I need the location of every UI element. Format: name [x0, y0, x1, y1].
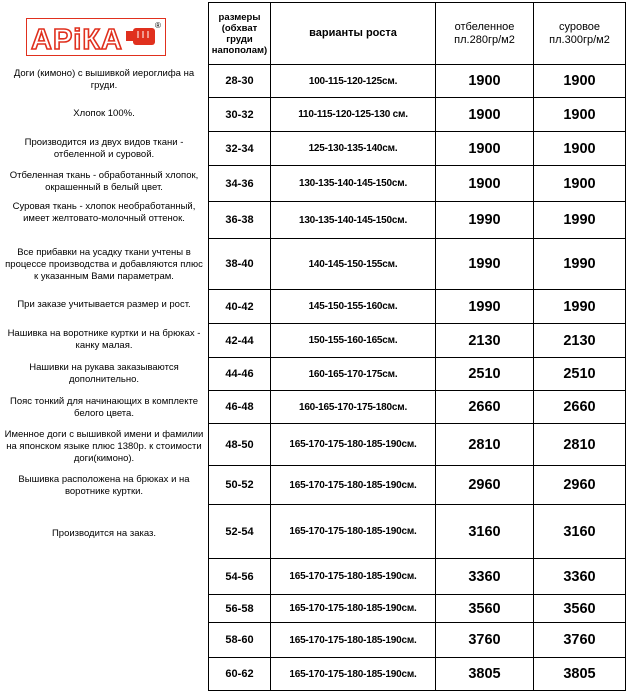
table-row: [209, 595, 626, 623]
size-cell: 46-48: [209, 391, 271, 424]
desc-0: Доги (кимоно) с вышивкой иероглифа на груди.: [13, 68, 195, 91]
arika-logo: [26, 18, 166, 56]
raw-price: 3760: [534, 623, 626, 658]
table-row: [209, 132, 626, 166]
bleached-price: 2960: [436, 466, 534, 505]
table-row: [209, 324, 626, 358]
bleached-price: 1900: [436, 132, 534, 166]
table-row: [209, 65, 626, 98]
price-table: [208, 2, 626, 691]
table-row: [209, 358, 626, 391]
size-cell: 52-54: [209, 505, 271, 559]
bleached-price: 1900: [436, 166, 534, 202]
height-cell: 165-170-175-180-185-190см.: [271, 595, 436, 623]
raw-price: 1900: [534, 65, 626, 98]
size-cell: 42-44: [209, 324, 271, 358]
height-cell: 160-165-170-175-180см.: [271, 391, 436, 424]
height-cell: 145-150-155-160см.: [271, 290, 436, 324]
desc-4: Суровая ткань - хлопок необработанный, имеет желтовато-молочный оттенок.: [12, 201, 196, 224]
desc-7: Нашивка на воротнике куртки и на брюках - канку малая.: [7, 328, 201, 351]
bleached-price: 2130: [436, 324, 534, 358]
bleached-price: 3160: [436, 505, 534, 559]
bleached-price: 3760: [436, 623, 534, 658]
raw-price: 1990: [534, 239, 626, 290]
bleached-price: 1900: [436, 65, 534, 98]
table-row: [209, 290, 626, 324]
desc-9: Пояс тонкий для начинающих в комплекте белого цвета.: [10, 396, 198, 419]
table-row: [209, 424, 626, 466]
desc-5: Все прибавки на усадку ткани учтены в процессе производства и добавляются плюс к указанным Вами параметрам.: [5, 247, 203, 282]
height-cell: 125-130-135-140см.: [271, 132, 436, 166]
raw-price: 2510: [534, 358, 626, 391]
bleached-price: 3360: [436, 559, 534, 595]
raw-price: 2660: [534, 391, 626, 424]
size-cell: 30-32: [209, 98, 271, 132]
table-row: [209, 559, 626, 595]
table-row: [209, 98, 626, 132]
registered-mark: ®: [155, 21, 161, 30]
size-cell: 40-42: [209, 290, 271, 324]
height-cell: 165-170-175-180-185-190см.: [271, 658, 436, 691]
raw-price: 1900: [534, 98, 626, 132]
height-cell: 165-170-175-180-185-190см.: [271, 623, 436, 658]
table-row: [209, 466, 626, 505]
height-cell: 140-145-150-155см.: [271, 239, 436, 290]
height-cell: 100-115-120-125см.: [271, 65, 436, 98]
desc-10: Именное доги с вышивкой имени и фамилии на японском языке плюс 1380р. к стоимости доги(кимоно).: [4, 429, 204, 464]
height-cell: 130-135-140-145-150см.: [271, 202, 436, 239]
table-row: [209, 166, 626, 202]
table-row: [209, 658, 626, 691]
height-cell: 130-135-140-145-150см.: [271, 166, 436, 202]
size-cell: 34-36: [209, 166, 271, 202]
desc-1: Хлопок 100%.: [73, 108, 135, 119]
raw-price: 1900: [534, 132, 626, 166]
table-row: [209, 239, 626, 290]
table-row: [209, 202, 626, 239]
raw-price: 3160: [534, 505, 626, 559]
table-row: [209, 391, 626, 424]
size-cell: 28-30: [209, 65, 271, 98]
raw-price: 2130: [534, 324, 626, 358]
size-cell: 50-52: [209, 466, 271, 505]
height-cell: 160-165-170-175см.: [271, 358, 436, 391]
header-sizes: размеры (обхват груди напополам): [209, 3, 271, 65]
size-cell: 58-60: [209, 623, 271, 658]
header-bleached: отбеленное пл.280гр/м2: [436, 3, 534, 65]
desc-11: Вышивка расположена на брюках и на воротнике куртки.: [18, 474, 190, 497]
table-row: [209, 623, 626, 658]
bleached-price: 1990: [436, 202, 534, 239]
size-cell: 38-40: [209, 239, 271, 290]
header-heights: варианты роста: [271, 3, 436, 65]
size-cell: 54-56: [209, 559, 271, 595]
raw-price: 2810: [534, 424, 626, 466]
table-row: [209, 505, 626, 559]
raw-price: 1990: [534, 202, 626, 239]
bleached-price: 1990: [436, 239, 534, 290]
height-cell: 165-170-175-180-185-190см.: [271, 559, 436, 595]
bleached-price: 2510: [436, 358, 534, 391]
description-column: [0, 0, 208, 698]
raw-price: 3560: [534, 595, 626, 623]
size-cell: 32-34: [209, 132, 271, 166]
logo-text: АРiКА: [31, 24, 123, 56]
size-cell: 44-46: [209, 358, 271, 391]
desc-2: Производится из двух видов ткани - отбеленной и суровой.: [24, 137, 184, 160]
desc-12: Производится на заказ.: [51, 528, 157, 539]
bleached-price: 3560: [436, 595, 534, 623]
height-cell: 165-170-175-180-185-190см.: [271, 466, 436, 505]
height-cell: 165-170-175-180-185-190см.: [271, 505, 436, 559]
size-cell: 48-50: [209, 424, 271, 466]
size-cell: 60-62: [209, 658, 271, 691]
raw-price: 3360: [534, 559, 626, 595]
height-cell: 165-170-175-180-185-190см.: [271, 424, 436, 466]
desc-8: Нашивки на рукава заказываются дополнительно.: [29, 362, 179, 385]
header-row: [209, 3, 626, 65]
raw-price: 1990: [534, 290, 626, 324]
size-cell: 36-38: [209, 202, 271, 239]
raw-price: 1900: [534, 166, 626, 202]
height-cell: 110-115-120-125-130 см.: [271, 98, 436, 132]
height-cell: 150-155-160-165см.: [271, 324, 436, 358]
bleached-price: 3805: [436, 658, 534, 691]
raw-price: 2960: [534, 466, 626, 505]
desc-6: При заказе учитывается размер и рост.: [17, 299, 191, 310]
size-cell: 56-58: [209, 595, 271, 623]
header-raw: суровое пл.300гр/м2: [534, 3, 626, 65]
bleached-price: 2660: [436, 391, 534, 424]
bleached-price: 2810: [436, 424, 534, 466]
bleached-price: 1990: [436, 290, 534, 324]
raw-price: 3805: [534, 658, 626, 691]
desc-3: Отбеленная ткань - обработанный хлопок, окрашенный в белый цвет.: [9, 170, 199, 193]
bleached-price: 1900: [436, 98, 534, 132]
